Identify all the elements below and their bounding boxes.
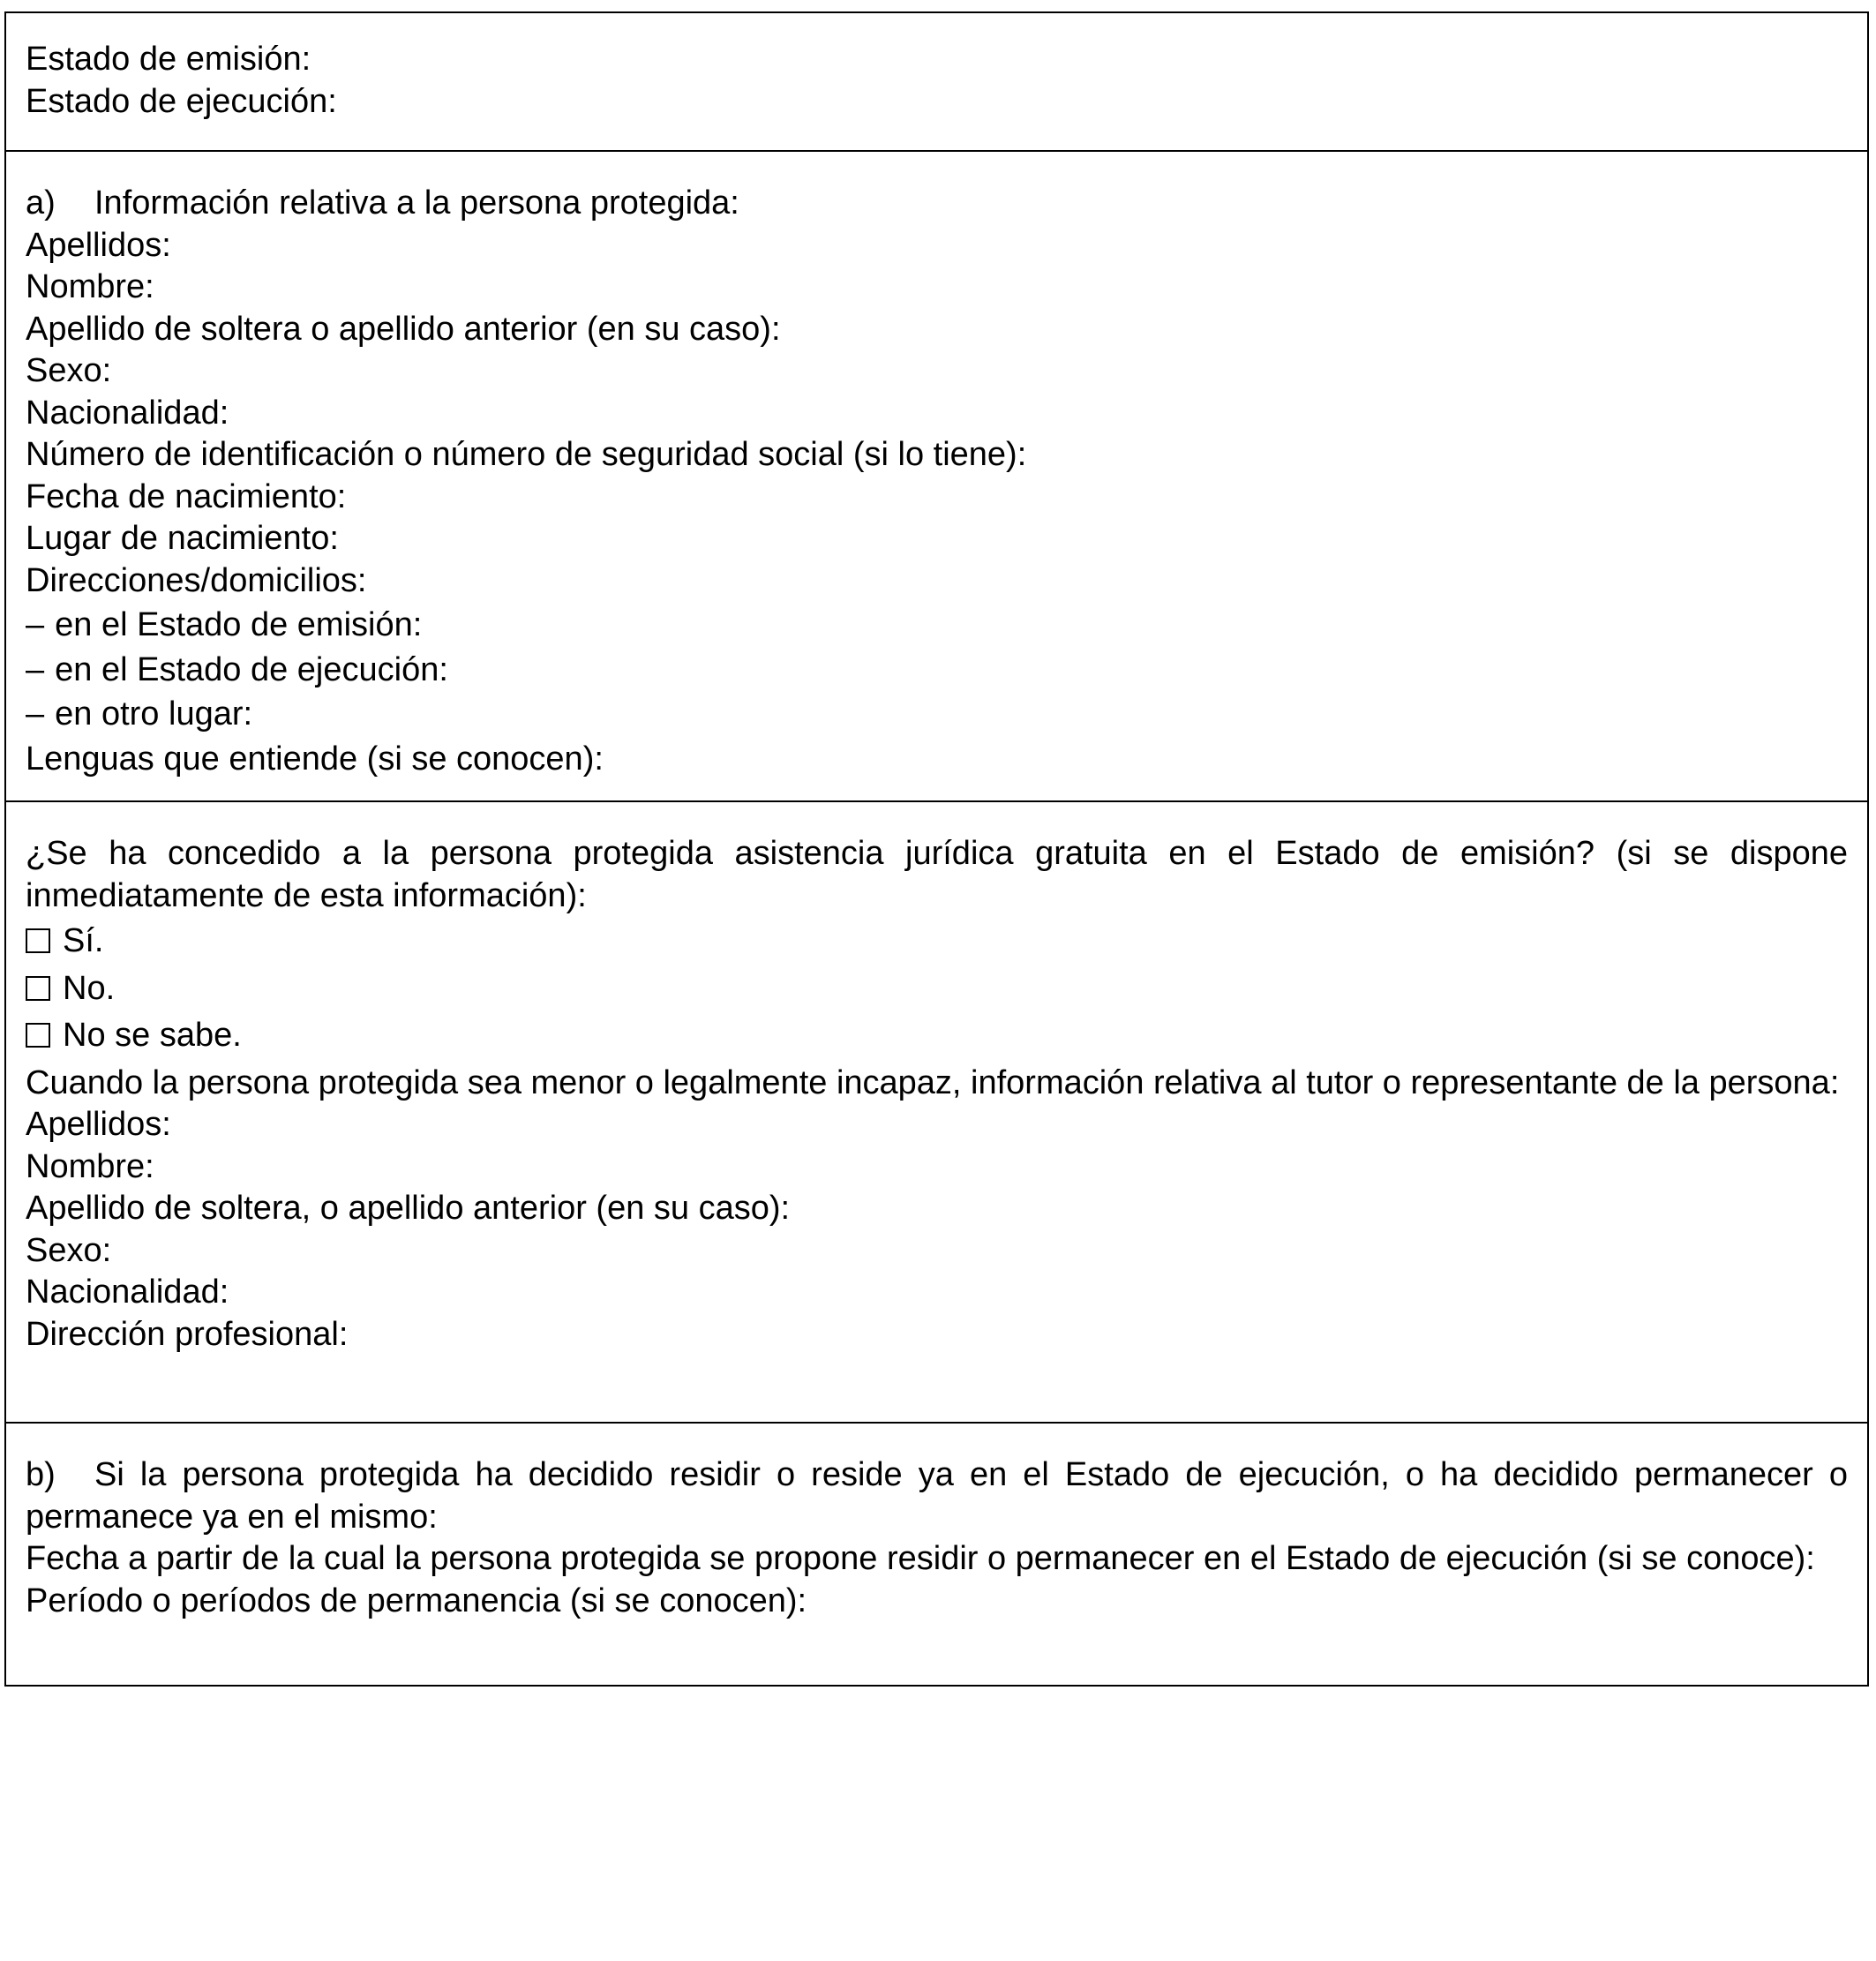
- address-other-label: en otro lugar:: [55, 695, 253, 733]
- birth-place-label: Lugar de nacimiento:: [26, 520, 339, 557]
- item-marker-a: a): [26, 184, 56, 222]
- protected-person-section: [6, 150, 1867, 800]
- surnames-label: Apellidos:: [26, 226, 171, 264]
- guardian-intro: Cuando la persona protegida sea menor o legalmente incapaz, información relativa al tutor o representante de la persona:: [26, 1063, 1840, 1101]
- option-unknown[interactable]: [26, 1015, 1848, 1057]
- guardian-nationality-label: Nacionalidad:: [26, 1274, 229, 1311]
- option-unknown-label: No se sabe.: [63, 1017, 242, 1054]
- sex-label: Sexo:: [26, 352, 112, 389]
- id-number-label: Número de identificación o número de seguridad social (si lo tiene):: [26, 436, 1027, 473]
- nationality-label: Nacionalidad:: [26, 394, 229, 432]
- maiden-name-label: Apellido de soltera o apellido anterior (en su caso):: [26, 310, 781, 348]
- start-date-label: Fecha a partir de la cual la persona protegida se propone residir o permanecer en el Estado de ejecución (si se conoce):: [26, 1540, 1815, 1577]
- guardian-work-address-label: Dirección profesional:: [26, 1315, 349, 1353]
- legal-aid-question: ¿Se ha concedido a la persona protegida asistencia jurídica gratuita en el Estado de emisión? (si se dispone inmediatamente de esta información):: [26, 835, 1848, 914]
- address-issuing-label: en el Estado de emisión:: [55, 606, 423, 643]
- checkbox-unknown[interactable]: [26, 1023, 50, 1048]
- executing-state-label: Estado de ejecución:: [26, 82, 337, 120]
- dash-bullet: –: [26, 695, 45, 733]
- guardian-sex-label: Sexo:: [26, 1231, 112, 1269]
- dash-bullet: –: [26, 650, 45, 688]
- first-name-label: Nombre:: [26, 268, 154, 305]
- guardian-maiden-name-label: Apellido de soltera, o apellido anterior (en su caso):: [26, 1190, 791, 1227]
- item-marker-b: b): [26, 1456, 56, 1493]
- issuing-state-label: Estado de emisión:: [26, 41, 311, 78]
- address-executing-label: en el Estado de ejecución:: [55, 650, 448, 688]
- residence-intro: [26, 1454, 1848, 1538]
- states-section: [6, 13, 1867, 150]
- residence-intro-text: Si la persona protegida ha decidido residir o reside ya en el Estado de ejecución, o ha decidido permanecer o permanece ya en el mismo:: [26, 1456, 1848, 1536]
- option-no-label: No.: [63, 969, 116, 1007]
- birth-date-label: Fecha de nacimiento:: [26, 477, 347, 515]
- dash-bullet: –: [26, 606, 45, 643]
- residence-section: [6, 1422, 1867, 1685]
- address-issuing-item: [26, 605, 1848, 647]
- option-no[interactable]: [26, 968, 1848, 1011]
- checkbox-yes[interactable]: [26, 928, 50, 953]
- address-executing-item: [26, 650, 1848, 692]
- form-table: [4, 11, 1869, 1687]
- languages-label: Lenguas que entiende (si se conocen):: [26, 740, 604, 778]
- periods-label: Período o períodos de permanencia (si se conocen):: [26, 1582, 807, 1619]
- protected-person-title: Información relativa a la persona protegida:: [94, 184, 739, 222]
- legal-aid-guardian-section: [6, 800, 1867, 1422]
- addresses-label: Direcciones/domicilios:: [26, 561, 367, 599]
- option-yes[interactable]: [26, 920, 1848, 963]
- protected-person-heading: [26, 183, 1848, 225]
- guardian-first-name-label: Nombre:: [26, 1147, 154, 1185]
- checkbox-no[interactable]: [26, 976, 50, 1001]
- guardian-surnames-label: Apellidos:: [26, 1106, 171, 1143]
- option-yes-label: Sí.: [63, 922, 104, 959]
- address-other-item: [26, 694, 1848, 736]
